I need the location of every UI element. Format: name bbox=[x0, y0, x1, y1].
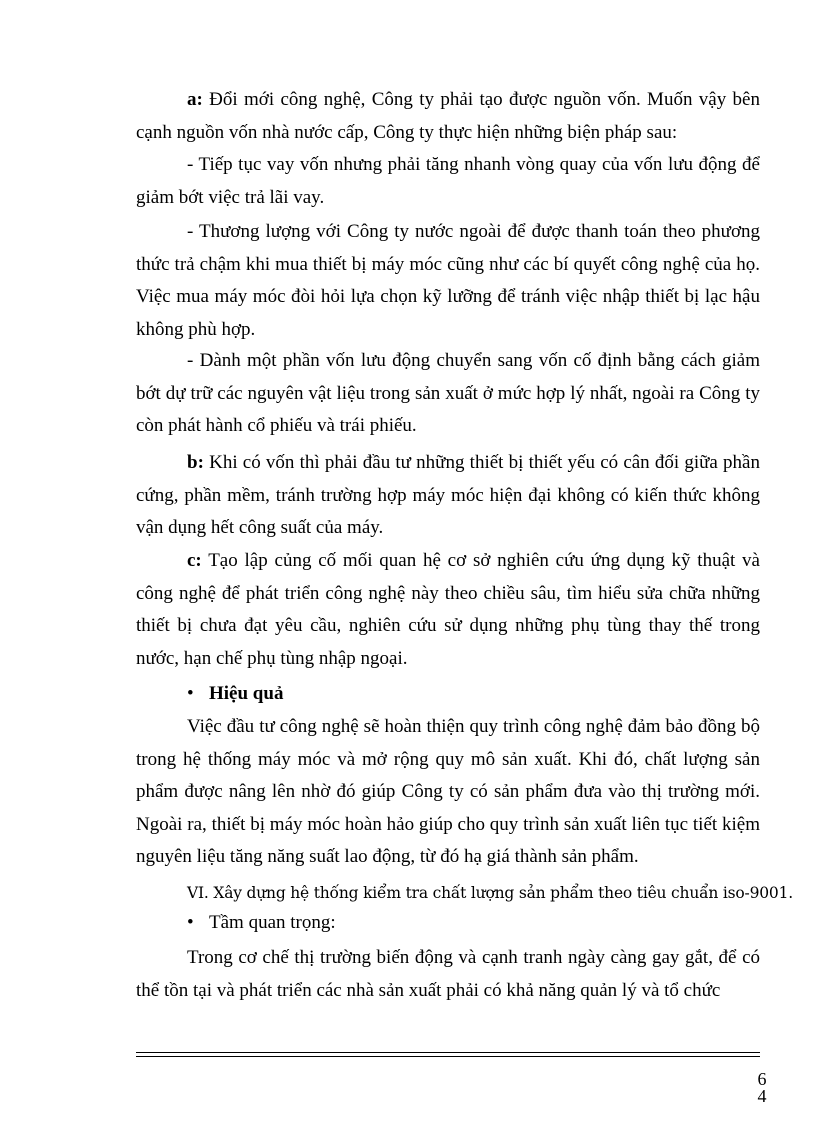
paragraph-b-label: b: bbox=[187, 452, 204, 473]
heading-tam-quan-trong-title: Tầm quan trọng: bbox=[209, 912, 336, 933]
paragraph-a bbox=[136, 84, 760, 149]
page-number-digit-2: 4 bbox=[757, 1086, 767, 1106]
paragraph-a-text: Đổi mới công nghệ, Công ty phải tạo được nguồn vốn. Muốn vậy bên cạnh nguồn vốn nhà nước cấp, Công ty thực hiện những biện pháp sau: bbox=[136, 89, 760, 143]
footer-rule-top bbox=[136, 1052, 760, 1053]
heading-hieu-qua bbox=[187, 678, 283, 710]
paragraph-c bbox=[136, 545, 760, 675]
paragraph-dash-1: - Tiếp tục vay vốn nhưng phải tăng nhanh vòng quay của vốn lưu động để giảm bớt việc trả lãi vay. bbox=[136, 154, 760, 208]
paragraph-b-text: Khi có vốn thì phải đầu tư những thiết bị thiết yếu có cân đối giữa phần cứng, phần mềm, tránh trường hợp máy móc hiện đại không có kiến thức không vận dụng hết công suất của máy. bbox=[136, 452, 760, 538]
paragraph-dash-2: - Thương lượng với Công ty nước ngoài để được thanh toán theo phương thức trả chậm khi mua thiết bị máy móc cũng như các bí quyết công nghệ của họ. Việc mua máy móc đòi hỏi lựa chọn kỹ lưỡng để tránh việc nhập thiết bị lạc hậu không phù hợp. bbox=[136, 221, 760, 340]
paragraph-dash-3: - Dành một phần vốn lưu động chuyển sang vốn cố định bằng cách giảm bớt dự trữ các nguyên vật liệu trong sản xuất ở mức hợp lý nhất, ngoài ra Công ty còn phát hành cổ phiếu và trái phiếu. bbox=[136, 350, 760, 436]
paragraph-b bbox=[136, 447, 760, 545]
bullet-icon: • bbox=[187, 683, 194, 704]
section-heading-vi: VI. Xây dựng hệ thống kiểm tra chất lượng sản phẩm theo tiêu chuẩn iso-9001. bbox=[187, 884, 793, 902]
bullet-icon: • bbox=[187, 912, 194, 933]
heading-tam-quan-trong bbox=[187, 907, 336, 939]
paragraph-c-text: Tạo lập củng cố mối quan hệ cơ sở nghiên cứu ứng dụng kỹ thuật và công nghệ để phát triển công nghệ này theo chiều sâu, tìm hiểu sửa chữa những thiết bị chưa đạt yêu cầu, nghiên cứu sử dụng những phụ tùng thay thế trong nước, hạn chế phụ tùng nhập ngoại. bbox=[136, 550, 760, 669]
page-number-digit-1: 6 bbox=[757, 1069, 767, 1089]
paragraph-last: Trong cơ chế thị trường biến động và cạnh tranh ngày càng gay gắt, để có thể tồn tại và phát triển các nhà sản xuất phải có khả năng quản lý và tổ chức bbox=[136, 947, 760, 1001]
footer-rule-bottom bbox=[136, 1056, 760, 1057]
paragraph-c-label: c: bbox=[187, 550, 202, 571]
paragraph-a-label: a: bbox=[187, 89, 203, 110]
heading-hieu-qua-title: Hiệu quả bbox=[209, 683, 284, 704]
paragraph-hieu-qua: Việc đầu tư công nghệ sẽ hoàn thiện quy trình công nghệ đảm bảo đồng bộ trong hệ thống máy móc và mở rộng quy mô sản xuất. Khi đó, chất lượng sản phẩm được nâng lên nhờ đó giúp Công ty có sản phẩm đưa vào thị trường mới. Ngoài ra, thiết bị máy móc hoàn hảo giúp cho quy trình sản xuất liên tục tiết kiệm nguyên liệu tăng năng suất lao động, từ đó hạ giá thành sản phẩm. bbox=[136, 716, 760, 867]
